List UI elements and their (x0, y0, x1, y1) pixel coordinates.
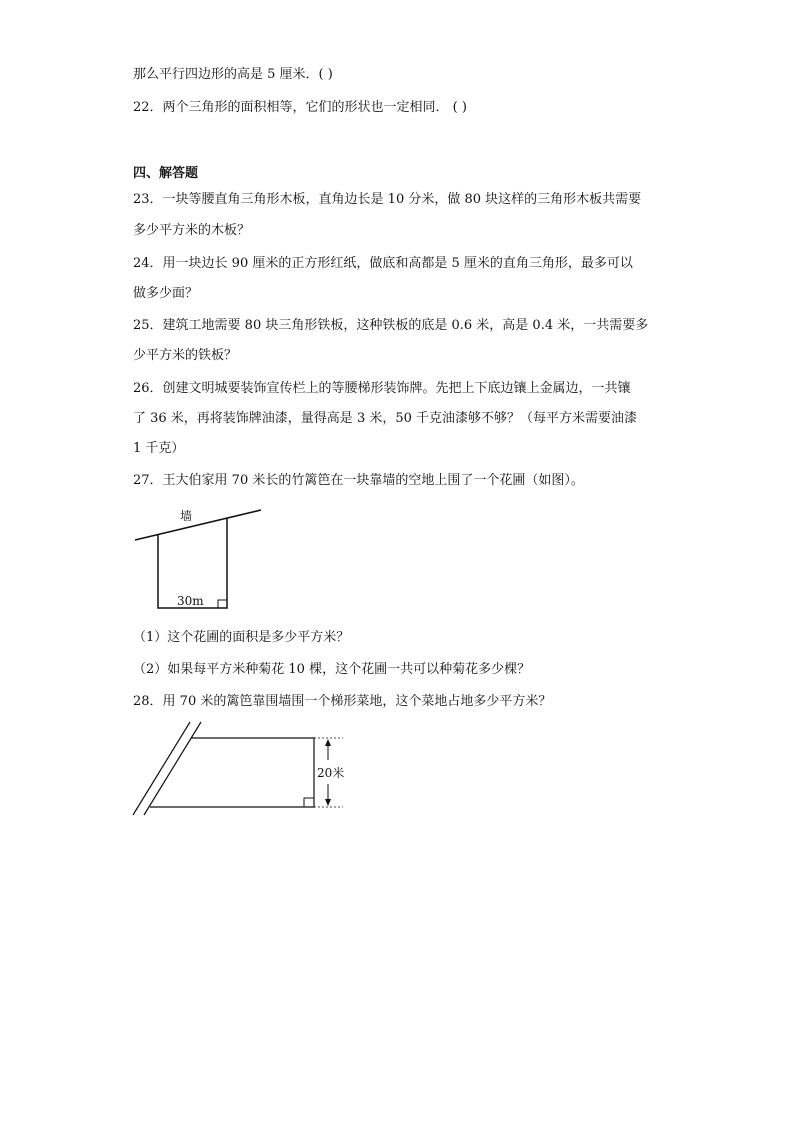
question-25-line2: 少平方米的铁板？ (133, 348, 238, 363)
fence-outline (150, 738, 314, 807)
figure-28-trapezoid-field (128, 720, 358, 820)
wall-line (135, 510, 261, 540)
base-length-label: 30m (177, 594, 204, 608)
height-label: 20米 (317, 766, 345, 780)
question-27-part2: （2）如果每平方米种菊花 10 棵，这个花圃一共可以种菊花多少棵？ (133, 662, 531, 677)
arrow-up-icon (325, 739, 331, 746)
figure-27-flower-bed (130, 500, 270, 615)
question-27-part1: （1）这个花圃的面积是多少平方米？ (133, 630, 350, 645)
question-26-line2: 了 36 米，再将装饰牌油漆，量得高是 3 米，50 千克油漆够不够？（每平方米需要油漆 (133, 411, 638, 426)
right-angle-mark (218, 600, 227, 608)
section-heading: 四、解答题 (133, 166, 199, 181)
q21-continuation: 那么平行四边形的高是 5 厘米．( ) (133, 67, 333, 82)
arrow-down-icon (325, 799, 331, 806)
question-24-line1: 24．用一块边长 90 厘米的正方形红纸，做底和高都是 5 厘米的直角三角形，最多可以 (133, 256, 633, 271)
wall-line-2 (144, 722, 201, 815)
wall-label: 墙 (180, 509, 193, 523)
question-23-line1: 23．一块等腰直角三角形木板，直角边长是 10 分米，做 80 块这样的三角形木板共需要 (133, 192, 642, 207)
right-angle-mark (304, 798, 314, 807)
question-23-line2: 多少平方米的木板？ (133, 223, 251, 238)
question-26-line1: 26．创建文明城要装饰宣传栏上的等腰梯形装饰牌。先把上下底边镶上金属边，一共镶 (133, 381, 631, 396)
question-25-line1: 25．建筑工地需要 80 块三角形铁板，这种铁板的底是 0.6 米，高是 0.4 米，一共需要多 (133, 318, 649, 333)
wall-line-1 (133, 722, 190, 815)
question-28: 28．用 70 米的篱笆靠围墙围一个梯形菜地，这个菜地占地多少平方米？ (133, 694, 552, 709)
question-26-line3: 1 千克） (133, 441, 185, 456)
question-24-line2: 做多少面？ (133, 286, 199, 301)
question-22: 22．两个三角形的面积相等，它们的形状也一定相同． ( ) (133, 100, 467, 115)
question-27: 27．王大伯家用 70 米长的竹篱笆在一块靠墙的空地上围了一个花圃（如图）。 (133, 473, 584, 488)
